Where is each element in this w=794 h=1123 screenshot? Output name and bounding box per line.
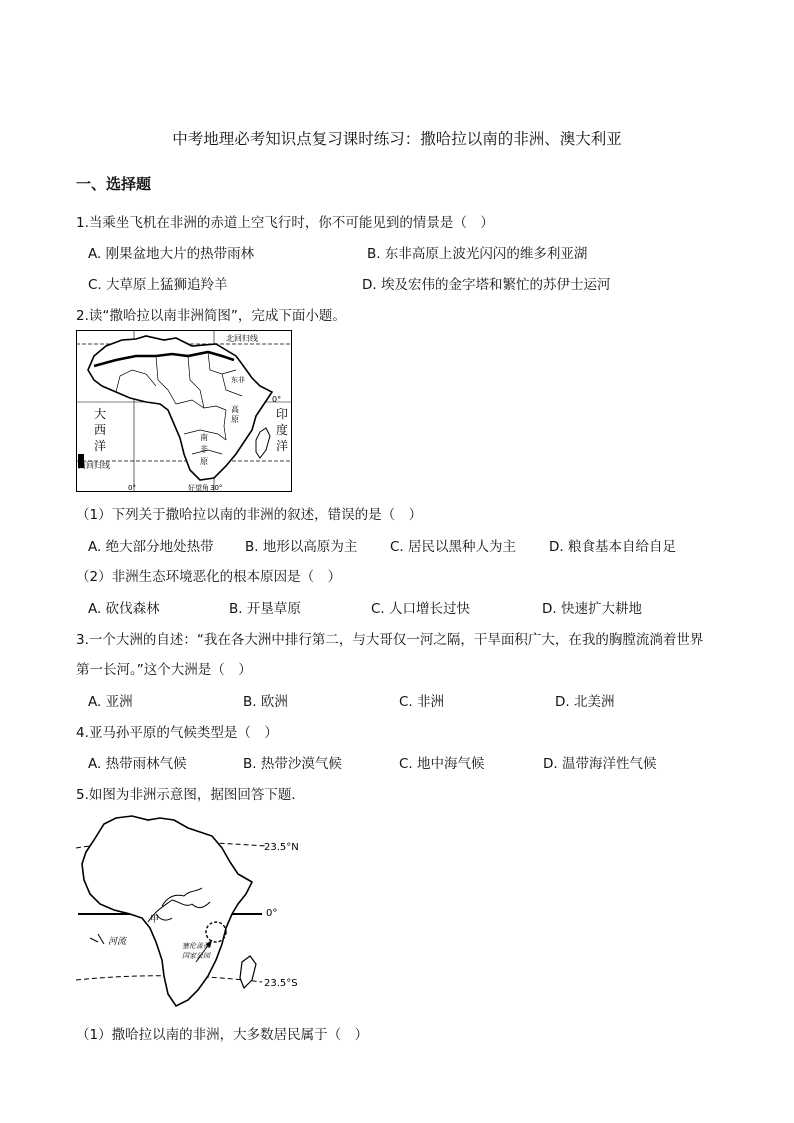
question-3-option-b: B. 欧洲	[243, 694, 288, 710]
question-1-stem: 1.当乘坐飞机在非洲的赤道上空飞行时，你不可能见到的情景是（ ）	[76, 215, 494, 231]
tropic-north-label: 北回归线	[226, 334, 258, 343]
question-2-sub1-option-d: D. 粮食基本自给自足	[549, 539, 676, 555]
park-label-line2: 国家公园	[182, 952, 210, 960]
east-africa-char: 东	[231, 376, 238, 384]
ocean-west-char: 西	[94, 423, 107, 437]
equator-label: 0°	[272, 395, 282, 404]
question-4-option-c: C. 地中海气候	[399, 756, 485, 772]
section-heading: 一、选择题	[76, 175, 152, 193]
question-2-sub1-option-b: B. 地形以高原为主	[245, 539, 358, 555]
east-africa-char: 高	[231, 405, 239, 414]
question-5-stem: 5.如图为非洲示意图，据图回答下题．	[76, 787, 305, 803]
question-1-option-a: A. 刚果盆地大片的热带雨林	[88, 246, 255, 262]
equator-label: 0°	[266, 908, 278, 919]
ocean-west-char: 洋	[94, 439, 107, 453]
question-2-sub2-option-c: C. 人口增长过快	[371, 601, 471, 617]
cape-label: 好望角	[188, 484, 209, 492]
question-1-option-b: B. 东非高原上波光闪闪的维多利亚湖	[367, 246, 588, 262]
madagascar-outline	[240, 956, 256, 988]
question-4-option-a: A. 热带雨林气候	[88, 756, 187, 772]
question-4-option-d: D. 温带海洋性气候	[543, 756, 657, 772]
question-2-sub1-option-c: C. 居民以黑种人为主	[390, 539, 517, 555]
south-africa-char: 原	[200, 457, 208, 466]
point-jia-label: 甲	[150, 915, 160, 925]
south-africa-char: 非	[200, 445, 208, 454]
sub-saharan-africa-map	[76, 330, 292, 492]
ocean-east-char: 印	[276, 407, 289, 421]
question-2-sub2-stem: （2）非洲生态环境恶化的根本原因是（ ）	[76, 569, 342, 585]
east-africa-char: 非	[238, 376, 245, 384]
question-4-stem: 4.亚马孙平原的气候类型是（ ）	[76, 725, 278, 741]
question-3-option-a: A. 亚洲	[88, 694, 133, 710]
east-africa-char: 原	[231, 415, 239, 424]
question-4-option-b: B. 热带沙漠气候	[243, 756, 342, 772]
question-3-option-d: D. 北美洲	[555, 694, 615, 710]
page-title: 中考地理必考知识点复习课时练习：撒哈拉以南的非洲、澳大利亚	[172, 130, 622, 148]
ocean-east-char: 洋	[276, 439, 289, 453]
river-legend-label: 河流	[108, 937, 127, 947]
question-1-option-d: D. 埃及宏伟的金字塔和繁忙的苏伊士运河	[362, 277, 611, 293]
question-2-sub1-stem: （1）下列关于撒哈拉以南的非洲的叙述，错误的是（ ）	[76, 507, 423, 523]
longitude-0-label: 0°	[128, 484, 136, 492]
question-3-stem-line1: 3.一个大洲的自述：“我在各大洲中排行第二，与大哥仅一河之隔，干旱面积广大，在我的胸膛流淌着世界	[76, 632, 704, 648]
africa-outline	[82, 816, 252, 1006]
question-5-sub1-stem: （1）撒哈拉以南的非洲，大多数居民属于（ ）	[76, 1027, 369, 1043]
africa-sketch-map	[76, 810, 310, 1012]
question-3-stem-line2: 第一长河。”这个大洲是（ ）	[76, 662, 252, 678]
tropic-south-label: 南回归线	[78, 461, 110, 470]
question-2-sub1-option-a: A. 绝大部分地处热带	[88, 539, 214, 555]
question-2-sub2-option-d: D. 快速扩大耕地	[542, 601, 642, 617]
question-2-stem: 2.读“撒哈拉以南非洲简图”，完成下面小题。	[76, 308, 346, 324]
south-africa-char: 南	[200, 433, 208, 442]
latitude-south-label: 23.5°S	[264, 978, 298, 989]
ocean-west-char: 大	[94, 407, 107, 421]
question-2-sub2-option-a: A. 砍伐森林	[88, 601, 160, 617]
longitude-30-label: 30°	[210, 484, 223, 492]
latitude-north-label: 23.5°N	[264, 842, 299, 853]
question-3-option-c: C. 非洲	[399, 694, 445, 710]
question-1-option-c: C. 大草原上猛狮追羚羊	[88, 277, 228, 293]
park-label-line1: 塞伦盖蒂	[182, 942, 210, 950]
question-2-sub2-option-b: B. 开垦草原	[229, 601, 301, 617]
ocean-east-char: 度	[276, 423, 289, 437]
